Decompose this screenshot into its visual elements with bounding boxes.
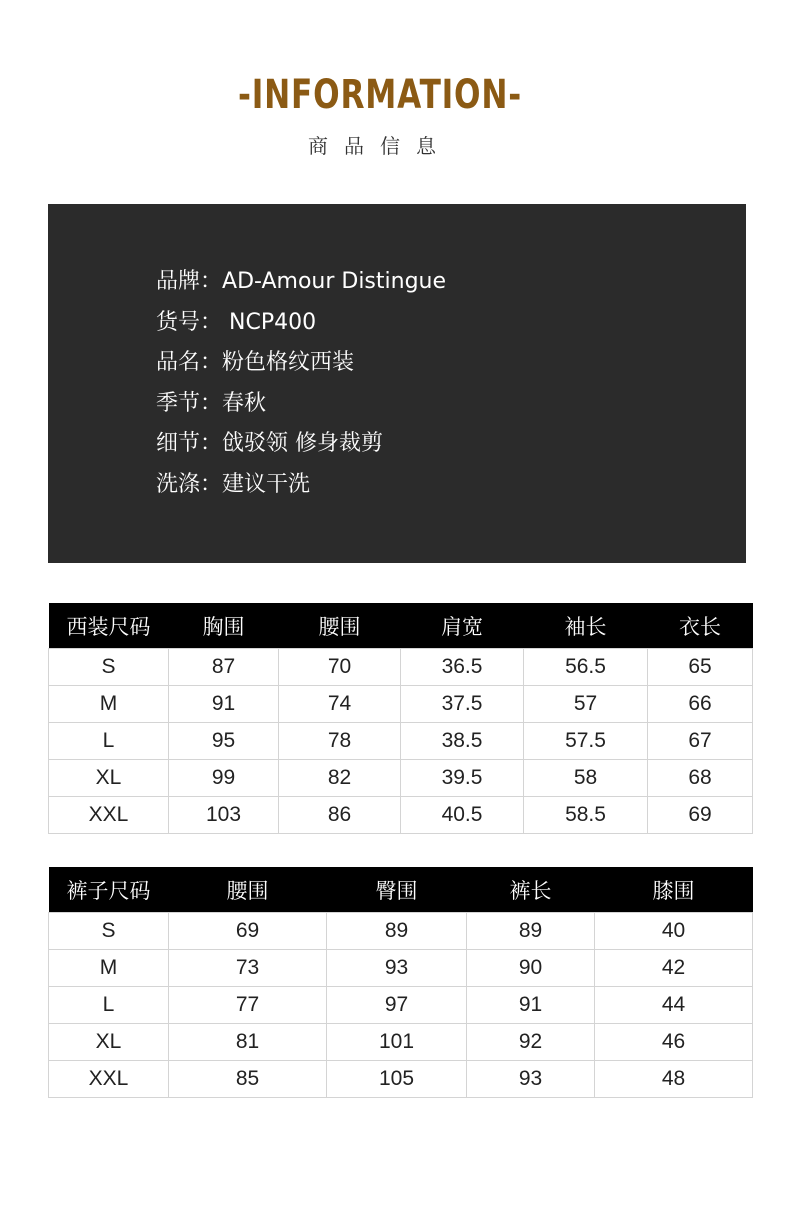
table-cell: 69 [648,797,753,834]
table-cell: XXL [49,1061,169,1098]
table-cell: 73 [169,950,327,987]
info-label: 季节： [156,390,223,416]
table-cell: S [49,913,169,950]
table-cell: 38.5 [401,723,524,760]
table-row [49,913,753,950]
table-cell: 70 [279,649,401,686]
column-header-chest: 胸围 [169,603,279,649]
pants-size-table [48,867,753,1098]
table-cell: 93 [327,950,467,987]
table-cell: 93 [467,1061,595,1098]
info-value: 春秋 [222,390,267,416]
table-cell: 81 [169,1024,327,1061]
table-row [49,797,753,834]
page-subtitle: 商品信息 [308,134,452,158]
info-label: 细节： [156,431,223,457]
table-cell: 40.5 [401,797,524,834]
table-cell: 89 [327,913,467,950]
table-row [49,1061,753,1098]
column-header-size: 裤子尺码 [49,867,169,913]
table-row [49,950,753,987]
table-row [49,649,753,686]
table-cell: 91 [169,686,279,723]
table-cell: XXL [49,797,169,834]
table-row [49,987,753,1024]
info-line-care [156,465,446,506]
table-cell: 86 [279,797,401,834]
table-cell: L [49,723,169,760]
product-info-list [156,262,446,506]
table-cell: 39.5 [401,760,524,797]
table-cell: 91 [467,987,595,1024]
table-cell: 101 [327,1024,467,1061]
column-header-length: 裤长 [467,867,595,913]
jacket-size-table [48,603,753,834]
table-cell: 77 [169,987,327,1024]
info-label: 品牌： [156,269,223,294]
table-cell: 105 [327,1061,467,1098]
table-cell: 87 [169,649,279,686]
column-header-hip: 臀围 [327,867,467,913]
table-cell: 95 [169,723,279,760]
column-header-knee: 膝围 [595,867,753,913]
info-value: AD-Amour Distingue [222,269,447,294]
info-label: 货号： [156,309,223,335]
table-cell: 42 [595,950,753,987]
table-cell: 67 [648,723,753,760]
table-cell: 66 [648,686,753,723]
table-cell: 103 [169,797,279,834]
info-value: 戗驳领 修身裁剪 [222,431,384,457]
table-cell: 58.5 [524,797,648,834]
table-header-row [49,867,753,913]
info-value: 粉色格纹西装 [222,350,355,376]
table-cell: 89 [467,913,595,950]
table-cell: S [49,649,169,686]
table-cell: 56.5 [524,649,648,686]
info-line-sku [156,303,446,344]
table-cell: 57 [524,686,648,723]
table-cell: 85 [169,1061,327,1098]
column-header-shoulder: 肩宽 [401,603,524,649]
table-cell: 78 [279,723,401,760]
table-cell: 92 [467,1024,595,1061]
table-cell: 74 [279,686,401,723]
page-title: -INFORMATION- [238,72,522,118]
info-value: 建议干洗 [222,471,311,497]
table-cell: 36.5 [401,649,524,686]
info-label: 品名： [156,350,223,376]
table-cell: 40 [595,913,753,950]
table-cell: 44 [595,987,753,1024]
table-cell: L [49,987,169,1024]
table-cell: 65 [648,649,753,686]
table-cell: 46 [595,1024,753,1061]
product-info-panel [48,204,746,563]
table-cell: 97 [327,987,467,1024]
table-row [49,686,753,723]
table-cell: 90 [467,950,595,987]
info-label: 洗涤： [156,471,223,497]
table-cell: 68 [648,760,753,797]
table-cell: 37.5 [401,686,524,723]
table-cell: 82 [279,760,401,797]
table-row [49,1024,753,1061]
info-value: NCP400 [222,309,317,335]
info-line-brand [156,262,446,303]
table-cell: M [49,686,169,723]
table-row [49,760,753,797]
column-header-length: 衣长 [648,603,753,649]
table-header-row [49,603,753,649]
table-row [49,723,753,760]
column-header-waist: 腰围 [169,867,327,913]
table-cell: XL [49,760,169,797]
table-cell: XL [49,1024,169,1061]
info-line-season [156,384,446,425]
table-cell: M [49,950,169,987]
table-cell: 57.5 [524,723,648,760]
table-cell: 58 [524,760,648,797]
table-cell: 99 [169,760,279,797]
table-cell: 48 [595,1061,753,1098]
column-header-size: 西装尺码 [49,603,169,649]
info-line-name [156,343,446,384]
table-cell: 69 [169,913,327,950]
column-header-sleeve: 袖长 [524,603,648,649]
info-line-details [156,424,446,465]
column-header-waist: 腰围 [279,603,401,649]
